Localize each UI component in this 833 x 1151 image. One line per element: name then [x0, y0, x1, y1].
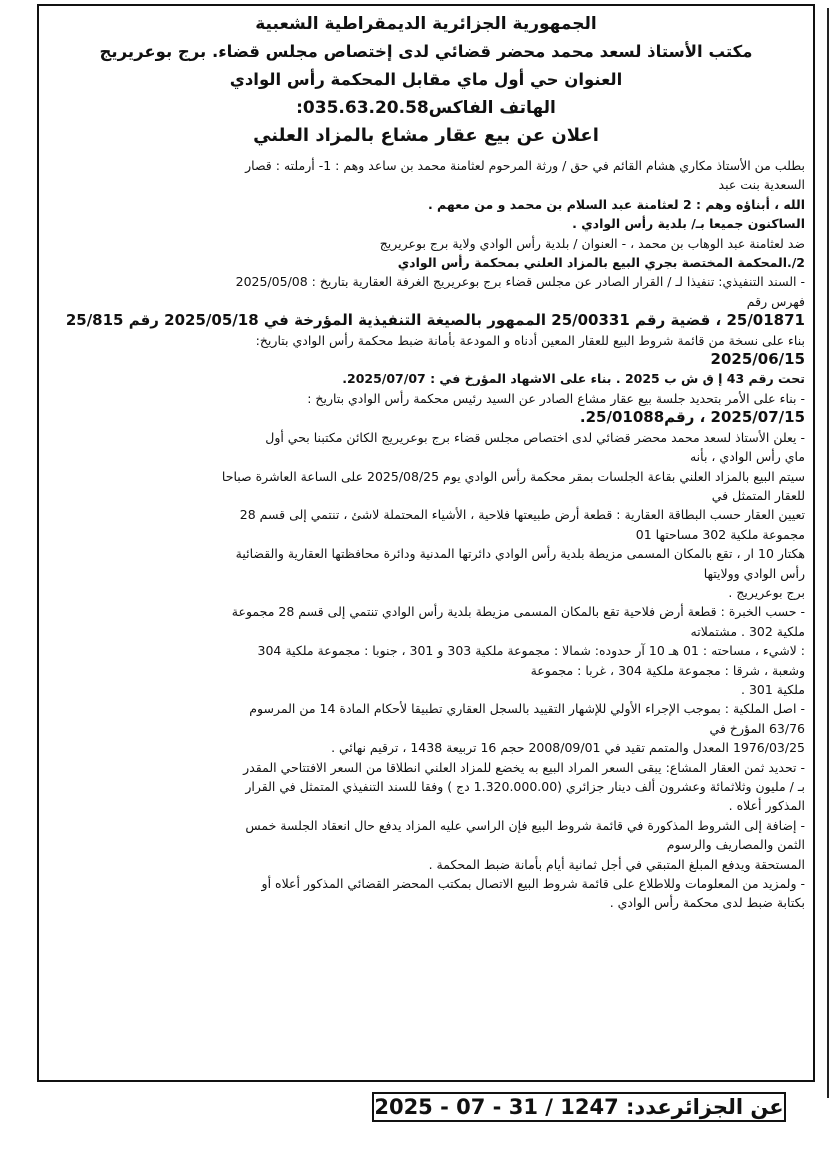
- body-line: برج بوعريريج .: [728, 584, 805, 600]
- body-line: وشعبة ، شرقا : مجموعة ملكية 304 ، غربا : مجموعة: [530, 662, 805, 678]
- body-line: بطلب من الأستاذ مكاري هشام القائم في حق / ورثة المرحوم لعثامنة محمد بن ساعد وهم : 1- أرملته : قصار: [245, 158, 805, 173]
- body-line: - تحديد ثمن العقار المشاع: يبقى السعر المراد البيع به يخضع للمزاد العلني انطلاقا من السعر الافتتاحي المقدر: [243, 759, 805, 775]
- body-line: ملكية 302 . مشتملاته: [690, 623, 805, 639]
- page-edge-line: [827, 8, 829, 1098]
- announcement-frame: [37, 4, 815, 1082]
- body-line: الساكنون جميعا بـ/ بلدية رأس الوادي .: [572, 216, 805, 232]
- header: [39, 6, 813, 150]
- body-line: سيتم البيع بالمزاد العلني بقاعة الجلسات بمقر محكمة رأس الوادي يوم 2025/08/25 على الساعة العاشرة صباحا: [221, 468, 805, 484]
- body-line: تحت رقم 43 إ ق ش ب 2025 . بناء على الاشهاد المؤرخ في : 2025/07/07.: [342, 371, 805, 387]
- body-line: 2025/06/15: [710, 350, 805, 369]
- body-line: ماي رأس الوادي ، بأنه: [689, 449, 805, 465]
- announcement-body: [39, 150, 813, 913]
- body-line: رأس الوادي وولايتها: [703, 565, 805, 581]
- body-line: بكتابة ضبط لدى محكمة رأس الوادي .: [609, 895, 805, 911]
- body-line: 2/.المحكمة المختصة بجري البيع بالمزاد العلني بمحكمة رأس الوادي: [397, 255, 805, 271]
- office-title: مكتب الأستاذ لسعد محمد محضر قضائي لدى إختصاص مجلس قضاء. برج بوعريريج: [99, 42, 753, 61]
- body-line: بـ / مليون وثلاثمائة وعشرون ألف دينار جزائري (1.320.000.00 دج ) وفقا للسند التنفيذي المتمثل في القرار: [245, 779, 805, 794]
- body-line: المستحقة ويدفع المبلغ المتبقي في أجل ثمانية أيام بأمانة ضبط المحكمة .: [428, 856, 805, 872]
- publication-reference: عن الجزائرعدد: 1247 / 31 - 07 - 2025: [372, 1092, 786, 1122]
- body-line: : لاشيء ، مساحته : 01 هـ 10 آر حدوده: شمالا : مجموعة ملكية 303 و 301 ، جنوبا : مجموعة ملكية 304: [257, 643, 805, 659]
- office-phone: الهاتف الفاكس035.63.20.58:: [296, 98, 556, 118]
- body-line: - يعلن الأستاذ لسعد محمد محضر قضائي لدى اختصاص مجلس قضاء برج بوعريريج الكائن مكتبنا بحي أول: [265, 429, 805, 445]
- republic-title: الجمهورية الجزائرية الديمقراطية الشعبية: [255, 14, 597, 34]
- body-line: - اصل الملكية : بموجب الإجراء الأولي للإشهار التقييد بالسجل العقاري تطبيقا لأحكام المادة 14 من المرسوم: [249, 701, 805, 717]
- body-line: 1976/03/25 المعدل والمتمم تقيد في 2008/09/01 حجم 16 تربيعة 1438 ، ترقيم نهائي .: [331, 740, 805, 756]
- body-line: الله ، أبناؤه وهم : 2 لعثامنة عبد السلام بن محمد و من معهم .: [427, 196, 805, 212]
- body-line: 25/01871 ، قضية رقم 25/00331 الممهور بالصيغة التنفيذية المؤرخة في 2025/05/18 رقم 25/815: [65, 311, 805, 330]
- body-line: تعيين العقار حسب البطاقة العقارية : قطعة أرض طبيعتها فلاحية ، الأشياء المحتملة لاشئ ، تنتمي إلى قسم 28: [239, 507, 805, 523]
- body-line: بناء على نسخة من قائمة شروط البيع للعقار المعين أدناه و المودعة بأمانة ضبط محكمة رأس الوادي بتاريخ:: [255, 332, 805, 348]
- body-line: للعقار المتمثل في: [711, 487, 805, 503]
- body-line: 63/76 المؤرخ في: [709, 720, 805, 736]
- body-line: الثمن والمصاريف والرسوم: [666, 837, 805, 853]
- body-line: المذكور أعلاه .: [728, 798, 805, 814]
- office-address: العنوان حي أول ماي مقابل المحكمة رأس الوادي: [229, 70, 623, 89]
- body-line: 2025/07/15 ، رقم25/01088.: [579, 408, 805, 427]
- body-line: فهرس رقم: [746, 293, 805, 309]
- body-line: - ولمزيد من المعلومات وللاطلاع على قائمة شروط البيع الاتصال بمكتب المحضر القضائي المذكور أعلاه أو: [261, 876, 805, 892]
- announcement-title: اعلان عن بيع عقار مشاع بالمزاد العلني: [253, 125, 599, 146]
- body-line: مجموعة ملكية 302 مساحتها 01: [635, 526, 805, 542]
- body-line: ضد لعثامنة عبد الوهاب بن محمد ، - العنوان / بلدية رأس الوادي ولاية برج بوعريريج: [379, 235, 805, 251]
- body-line: هكتار 10 ار ، تقع بالمكان المسمى مزيطة بلدية رأس الوادي دائرتها المدنية ودائرة محافظتها العقارية والقضائية: [235, 546, 805, 562]
- body-line: السعدية بنت عبد: [718, 177, 805, 193]
- body-line: - إضافة إلى الشروط المذكورة في قائمة شروط البيع فإن الراسي عليه المزاد يدفع حال انعقاد الجلسة خمس: [245, 817, 805, 833]
- body-line: - السند التنفيذي: تنفيذا لـ / القرار الصادر عن مجلس قضاء برج بوعريريج الغرفة العقارية بتاريخ : 2025/05/08: [235, 274, 805, 290]
- body-line: - حسب الخبرة : قطعة أرض فلاحية تقع بالمكان المسمى مزيطة بلدية رأس الوادي تنتمي إلى قسم 28 مجموعة: [231, 604, 805, 620]
- body-line: - بناء على الأمر بتحديد جلسة بيع عقار مشاع الصادر عن السيد رئيس محكمة رأس الوادي بتاريخ :: [307, 390, 805, 406]
- body-line: ملكية 301 .: [741, 681, 805, 697]
